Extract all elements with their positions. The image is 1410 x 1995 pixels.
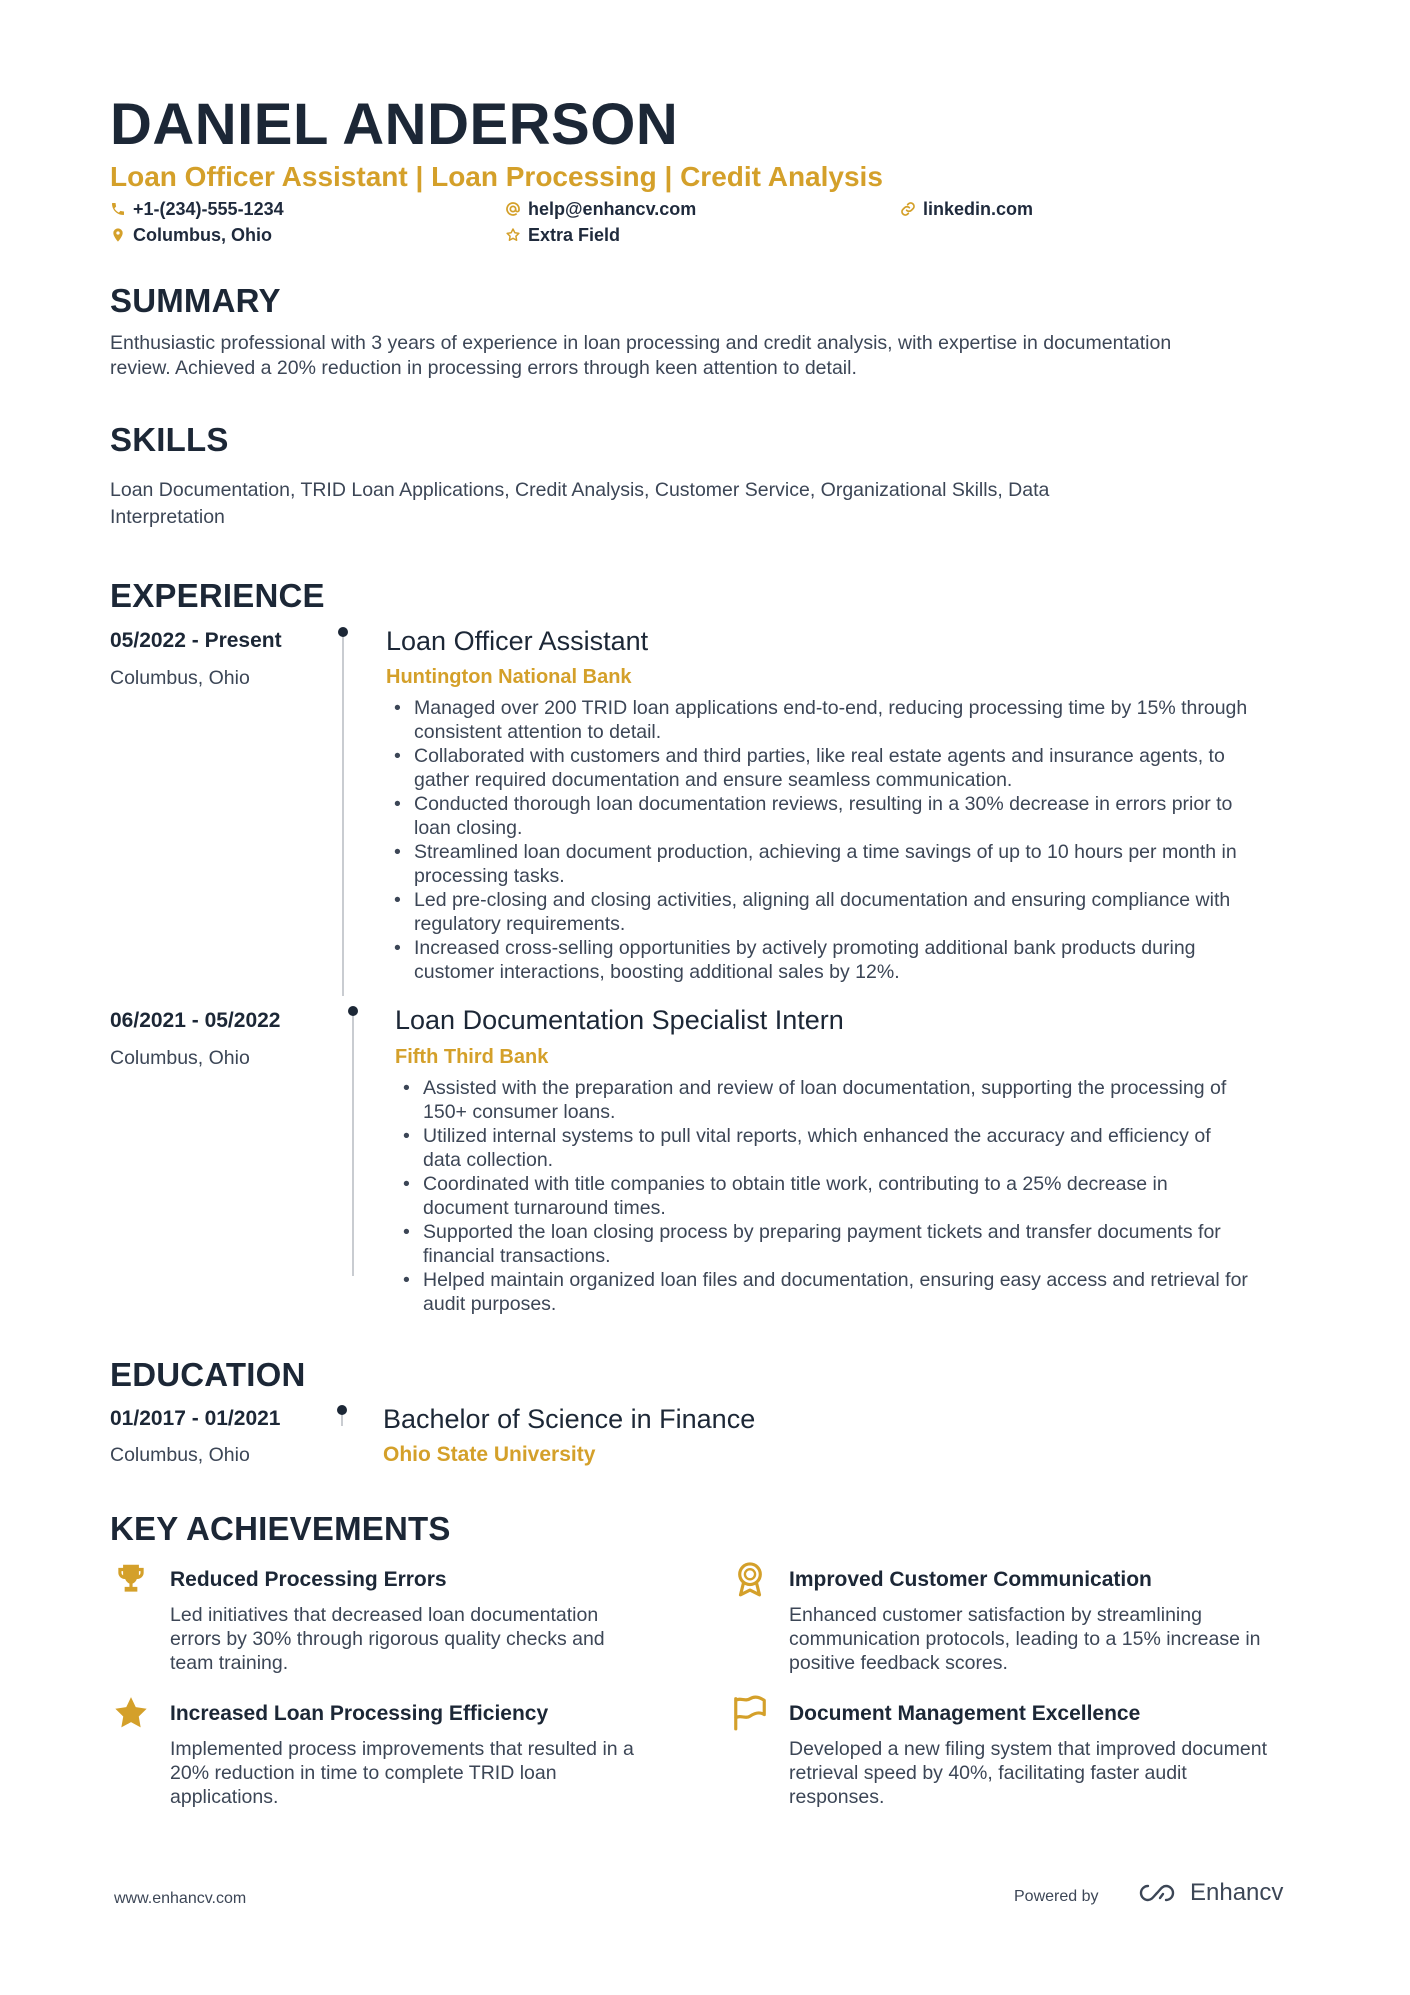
email-text[interactable]: help@enhancv.com [528, 199, 697, 219]
achievement-description: Implemented process improvements that resulted in a 20% reduction in time to complete TRID loan applications. [170, 1738, 634, 1808]
job-bullet: • Utilized internal systems to pull vital reports, which enhanced the accuracy and efficiency of data collection. [400, 1124, 1330, 1172]
link-icon [900, 201, 916, 217]
education-degree: Bachelor of Science in Finance [383, 1404, 756, 1434]
achievement-description: Developed a new filing system that improved document retrieval speed by 40%, facilitating faster audit responses. [789, 1738, 1267, 1808]
footer-website[interactable]: www.enhancv.com [114, 1890, 247, 1907]
contact-linkedin [900, 200, 1033, 218]
timeline-line [342, 632, 344, 996]
experience-heading: EXPERIENCE [110, 577, 325, 614]
enhancv-logo-icon [1134, 1880, 1180, 1906]
candidate-name: DANIEL ANDERSON [110, 92, 679, 157]
job-bullet: • Increased cross-selling opportunities by actively promoting additional bank products during customer interactions, boosting additional sales by 12%. [391, 936, 1331, 984]
job-company: Huntington National Bank [386, 666, 632, 688]
achievements-heading: KEY ACHIEVEMENTS [110, 1510, 451, 1547]
job-bullet: • Streamlined loan document production, achieving a time savings of up to 10 hours per month in processing tasks. [391, 840, 1331, 888]
medal-icon [731, 1560, 769, 1598]
summary-text [110, 331, 1171, 381]
job-bullet: • Managed over 200 TRID loan applications end-to-end, reducing processing time by 15% through consistent attention to detail. [391, 696, 1331, 744]
phone-icon [110, 201, 126, 217]
location-text: Columbus, Ohio [133, 225, 272, 245]
education-heading: EDUCATION [110, 1356, 306, 1393]
job-bullets [391, 696, 1331, 984]
job-bullet: • Conducted thorough loan documentation reviews, resulting in a 30% decrease in errors prior to loan closing. [391, 792, 1331, 840]
job-bullets [400, 1076, 1330, 1316]
candidate-headline: Loan Officer Assistant | Loan Processing | Credit Analysis [110, 161, 883, 192]
contact-extra [505, 226, 620, 244]
job-company: Fifth Third Bank [395, 1046, 549, 1068]
job-location: Columbus, Ohio [110, 1047, 250, 1069]
job-bullet: • Assisted with the preparation and review of loan documentation, supporting the processing of 150+ consumer loans. [400, 1076, 1330, 1124]
achievement-title: Reduced Processing Errors [170, 1568, 447, 1591]
star-outline-icon [505, 227, 521, 243]
contact-phone [110, 200, 284, 218]
star-icon [112, 1694, 150, 1732]
skills-line: Interpretation [110, 506, 225, 528]
job-date: 05/2022 - Present [110, 629, 282, 652]
achievement-title: Improved Customer Communication [789, 1568, 1152, 1591]
at-icon [505, 201, 521, 217]
education-location: Columbus, Ohio [110, 1444, 250, 1466]
flag-icon [731, 1694, 769, 1732]
job-bullet: • Led pre-closing and closing activities, aligning all documentation and ensuring compliance with regulatory requirements. [391, 888, 1331, 936]
education-date: 01/2017 - 01/2021 [110, 1407, 281, 1430]
footer-powered-by: Powered by [1014, 1888, 1099, 1905]
job-bullet: • Coordinated with title companies to obtain title work, contributing to a 25% decrease in document turnaround times. [400, 1172, 1330, 1220]
job-bullet: • Collaborated with customers and third parties, like real estate agents and insurance agents, to gather required documentation and ensure seamless communication. [391, 744, 1331, 792]
location-pin-icon [110, 227, 126, 243]
timeline-line [352, 1010, 354, 1276]
skills-text [110, 477, 1049, 531]
footer-brand-name: Enhancv [1190, 1879, 1284, 1906]
achievement-description: Enhanced customer satisfaction by streamlining communication protocols, leading to a 15% increase in positive feedback scores. [789, 1604, 1261, 1674]
job-bullet: • Supported the loan closing process by preparing payment tickets and transfer documents for financial transactions. [400, 1220, 1330, 1268]
job-location: Columbus, Ohio [110, 667, 250, 689]
contact-location [110, 226, 272, 244]
achievement-title: Increased Loan Processing Efficiency [170, 1702, 549, 1725]
timeline-dot [338, 627, 348, 637]
job-date: 06/2021 - 05/2022 [110, 1009, 281, 1032]
job-role: Loan Officer Assistant [386, 626, 649, 656]
skills-heading: SKILLS [110, 421, 229, 458]
trophy-icon [112, 1560, 150, 1598]
skills-line: Loan Documentation, TRID Loan Applications, Credit Analysis, Customer Service, Organizational Skills, Data [110, 479, 1050, 501]
phone-text[interactable]: +1-(234)-555-1234 [133, 199, 284, 219]
achievement-title: Document Management Excellence [789, 1702, 1141, 1725]
timeline-dot [337, 1405, 347, 1415]
footer-brand[interactable] [1134, 1880, 1283, 1906]
summary-heading: SUMMARY [110, 282, 281, 319]
extra-field-text: Extra Field [528, 225, 621, 245]
summary-line: review. Achieved a 20% reduction in processing errors through keen attention to detail. [110, 357, 857, 379]
timeline-dot [348, 1006, 358, 1016]
education-school: Ohio State University [383, 1443, 596, 1466]
linkedin-text[interactable]: linkedin.com [923, 199, 1034, 219]
contact-email [505, 200, 696, 218]
achievement-description: Led initiatives that decreased loan documentation errors by 30% through rigorous quality checks and team training. [170, 1604, 605, 1674]
summary-line: Enthusiastic professional with 3 years of experience in loan processing and credit analysis, with expertise in documentation [110, 332, 1172, 354]
job-bullet: • Helped maintain organized loan files and documentation, ensuring easy access and retrieval for audit purposes. [400, 1268, 1330, 1316]
job-role: Loan Documentation Specialist Intern [395, 1005, 844, 1035]
